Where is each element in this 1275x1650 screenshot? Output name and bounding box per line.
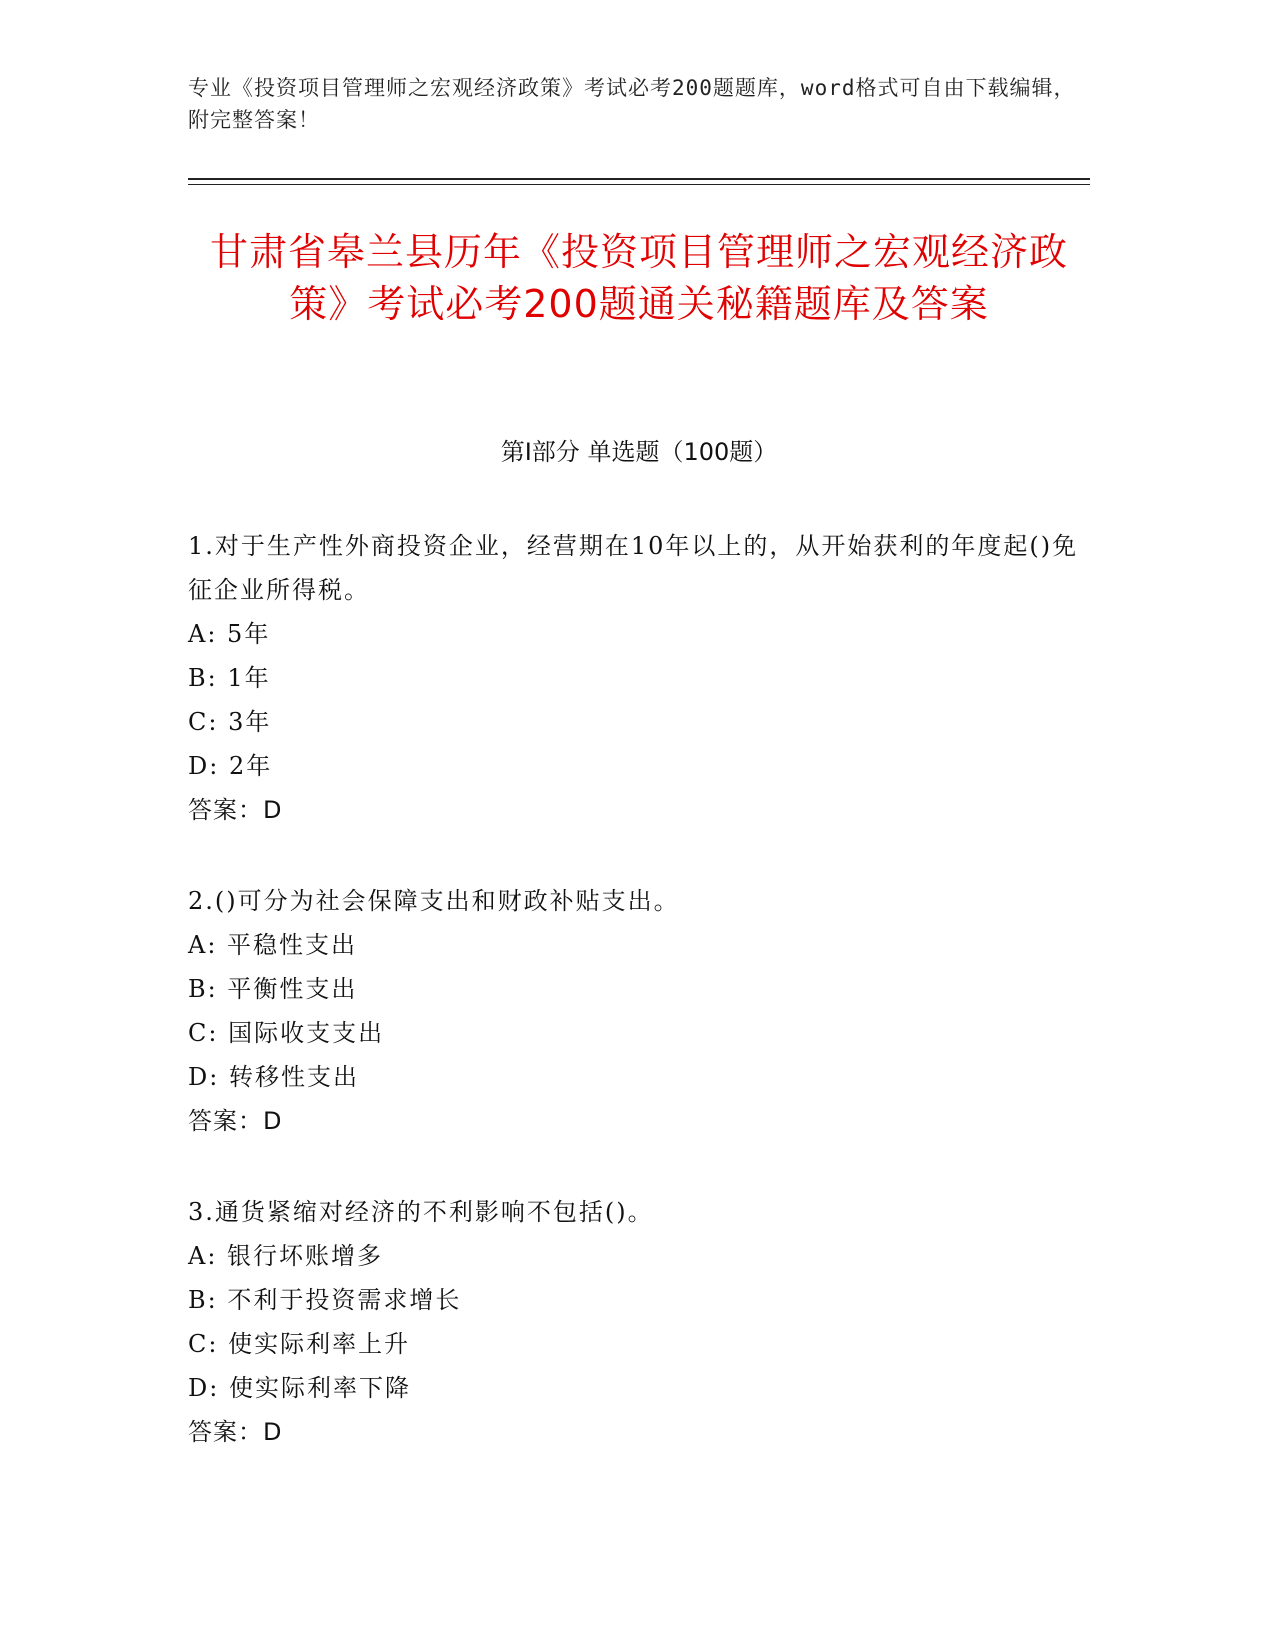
option-d: D: 2年 (188, 752, 273, 780)
question-2 (188, 879, 1090, 1143)
question-stem: 1.对于生产性外商投资企业，经营期在10年以上的，从开始获利的年度起()免征企业所得税。 (188, 532, 1079, 604)
option-a: A: 平稳性支出 (188, 931, 358, 959)
answer-line: 答案：D (188, 1418, 283, 1446)
option-c: C: 国际收支支出 (188, 1019, 385, 1047)
document-title: 甘肃省皋兰县历年《投资项目管理师之宏观经济政策》考试必考200题通关秘籍题库及答案 (209, 230, 1068, 326)
header-rule-thin (188, 184, 1090, 185)
option-c: C: 使实际利率上升 (188, 1330, 411, 1358)
question-1 (188, 524, 1090, 832)
option-d: D: 使实际利率下降 (188, 1374, 411, 1402)
option-b: B: 不利于投资需求增长 (188, 1286, 462, 1314)
question-stem: 2.()可分为社会保障支出和财政补贴支出。 (188, 887, 680, 915)
header-rule-thick (188, 178, 1090, 180)
answer-line: 答案：D (188, 1107, 283, 1135)
question-list (188, 524, 1090, 1501)
option-b: B: 1年 (188, 664, 271, 692)
option-a: A: 5年 (188, 620, 271, 648)
option-c: C: 3年 (188, 708, 272, 736)
option-d: D: 转移性支出 (188, 1063, 359, 1091)
option-b: B: 平衡性支出 (188, 975, 358, 1003)
answer-line: 答案：D (188, 796, 283, 824)
question-stem: 3.通货紧缩对经济的不利影响不包括()。 (188, 1198, 654, 1226)
section-title: 第I部分 单选题（100题） (500, 438, 778, 466)
question-3 (188, 1190, 1090, 1454)
header-note: 专业《投资项目管理师之宏观经济政策》考试必考200题题库，word格式可自由下载编辑，附完整答案！ (188, 76, 1076, 132)
option-a: A: 银行坏账增多 (188, 1242, 384, 1270)
